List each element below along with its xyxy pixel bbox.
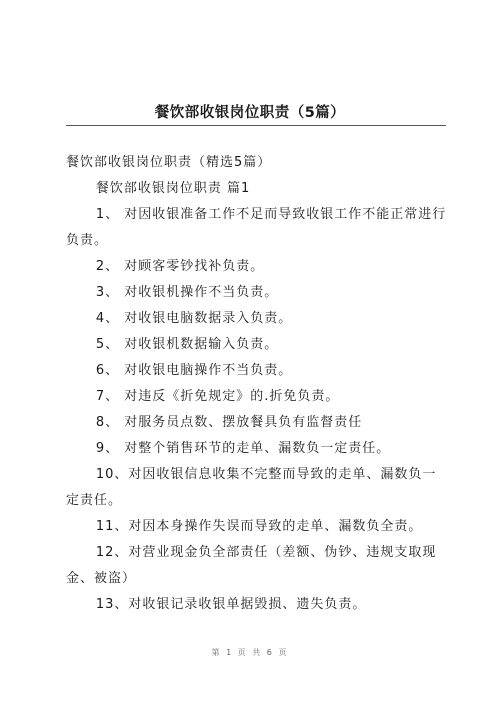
duty-item-4: 4、 对收银电脑数据录入负责。	[95, 311, 293, 326]
document-body	[66, 150, 447, 618]
duty-item-13: 13、对收银记录收银单据毁损、遗失负责。	[95, 597, 367, 612]
duty-item-1: 1、 对因收银准备工作不足而导致收银工作不能正常进行负责。	[66, 207, 447, 248]
duty-item-10: 10、对因收银信息收集不完整而导致的走单、漏数负一定责任。	[66, 467, 437, 508]
duty-item-7: 7、 对违反《折免规定》的.折免负责。	[95, 389, 340, 404]
duty-item-3: 3、 对收银机操作不当负责。	[95, 285, 279, 300]
duty-item-11: 11、对因本身操作失误而导致的走单、漏数负全责。	[95, 519, 423, 534]
duty-item-6: 6、 对收银电脑操作不当负责。	[95, 363, 293, 378]
duty-item-12: 12、对营业现金负全部责任（差额、伪钞、违规支取现金、被盗）	[66, 545, 437, 586]
page-number-footer: 第 1 页 共 6 页	[211, 648, 289, 657]
duty-item-8: 8、 对服务员点数、摆放餐具负有监督责任	[95, 415, 363, 430]
document-subtitle: 餐饮部收银岗位职责（精选5篇）	[66, 155, 272, 170]
duty-item-5: 5、 对收银机数据输入负责。	[95, 337, 279, 352]
section-heading: 餐饮部收银岗位职责 篇1	[95, 181, 251, 196]
duty-item-2: 2、 对顾客零钞找补负责。	[95, 259, 265, 274]
duty-item-9: 9、 对整个销售环节的走单、漏数负一定责任。	[95, 441, 391, 456]
title-divider	[66, 125, 446, 126]
document-title: 餐饮部收银岗位职责（5篇）	[154, 105, 346, 121]
